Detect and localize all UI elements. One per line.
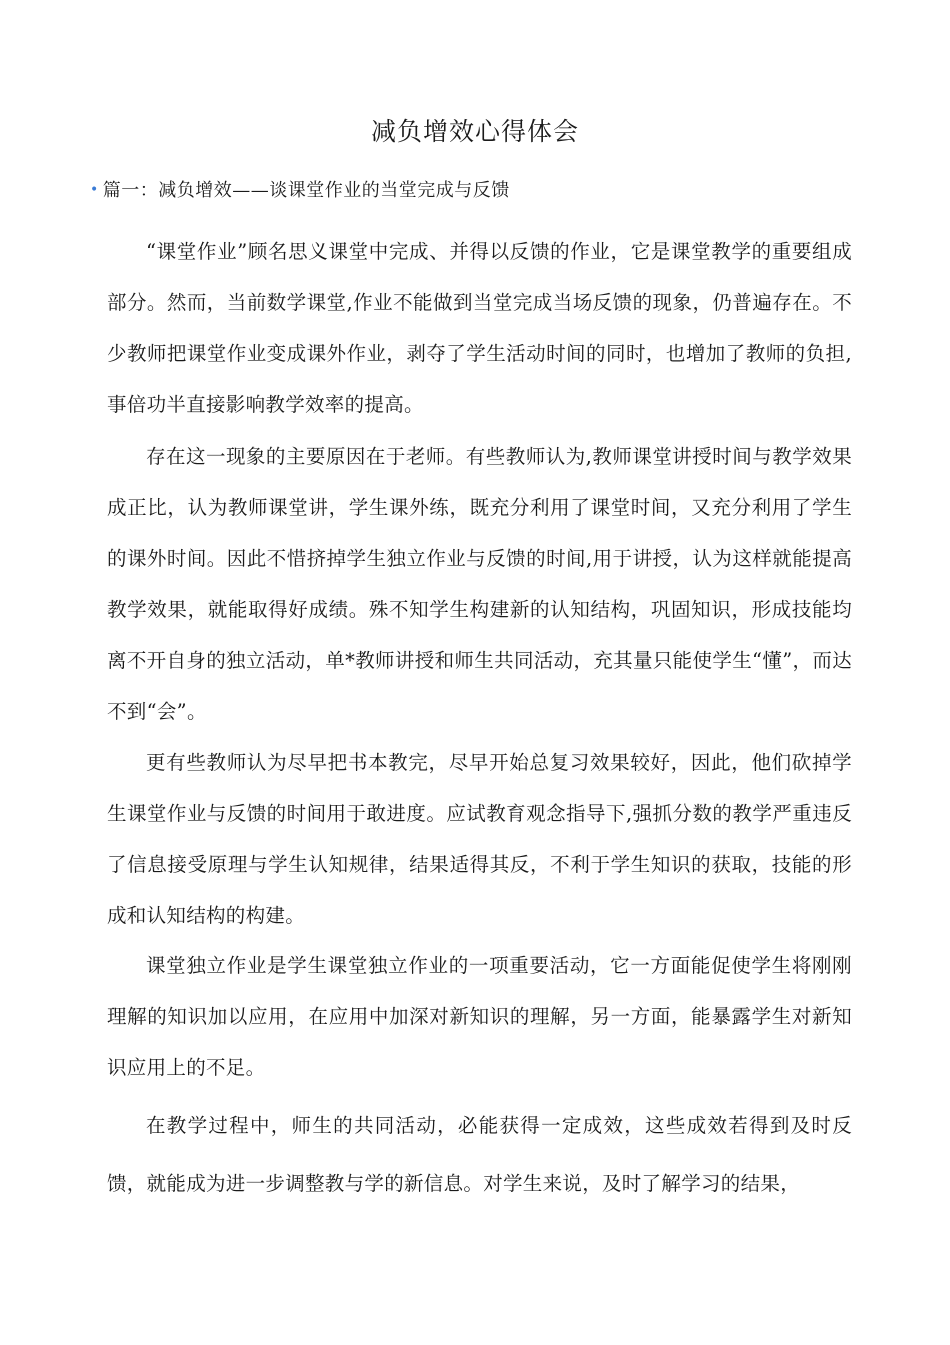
section-heading-text: 篇一：减负增效——谈课堂作业的当堂完成与反馈 <box>102 180 510 201</box>
section-heading <box>90 176 510 202</box>
paragraph-2: 存在这一现象的主要原因在于老师。有些教师认为,教师课堂讲授时间与教学效果成正比，认为教师课堂讲，学生课外练，既充分利用了课堂时间，又充分利用了学生的课外时间。因此不惜挤掉学生独立作业与反馈的时间,用于讲授，认为这样就能提高教学效果，就能取得好成绩。殊不知学生构建新的认知结构，巩固知识，形成技能均离不开自身的独立活动，单*教师讲授和师生共同活动，充其量只能使学生“懂”，而达不到“会”。 <box>107 445 852 723</box>
paragraph-5: 在教学过程中，师生的共同活动，必能获得一定成效，这些成效若得到及时反馈，就能成为进一步调整教与学的新信息。对学生来说，及时了解学习的结果， <box>107 1114 852 1195</box>
paragraph-3: 更有些教师认为尽早把书本教完，尽早开始总复习效果较好，因此，他们砍掉学生课堂作业与反馈的时间用于敢进度。应试教育观念指导下,强抓分数的教学严重违反了信息接受原理与学生认知规律，结果适得其反，不利于学生知识的获取，技能的形成和认知结构的构建。 <box>107 751 852 927</box>
paragraph-4: 课堂独立作业是学生课堂独立作业的一项重要活动，它一方面能促使学生将刚刚理解的知识加以应用，在应用中加深对新知识的理解，另一方面，能暴露学生对新知识应用上的不足。 <box>107 954 852 1079</box>
document-title: 减负增效心得体会 <box>370 117 579 146</box>
bullet-icon: • <box>90 182 99 198</box>
paragraph-1: “课堂作业”顾名思义课堂中完成、并得以反馈的作业，它是课堂教学的重要组成部分。然而，当前数学课堂,作业不能做到当堂完成当场反馈的现象，仍普遍存在。不少教师把课堂作业变成课外作业，剥夺了学生活动时间的同时，也增加了教师的负担,事倍功半直接影响教学效率的提高。 <box>107 240 852 416</box>
